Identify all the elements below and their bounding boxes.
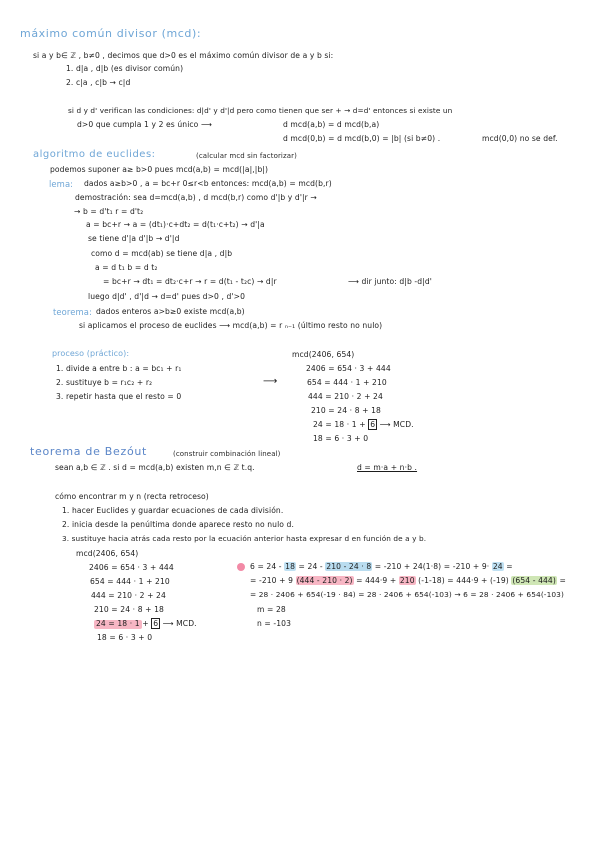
bezout-note: (construir combinación lineal) [173, 450, 281, 458]
proceso-title: proceso (práctico): [52, 349, 130, 358]
proof-line-7: luego d|d' , d'|d → d=d' pues d>0 , d'>0 [88, 292, 246, 301]
bezout-step-2: 2. inicia desde la penúltima donde aparece resto no nulo d. [62, 520, 294, 529]
bezout-row-1: 2406 = 654 · 3 + 444 [89, 563, 174, 572]
mcd-property-2: d mcd(0,b) = d mcd(b,0) = |b| (si b≠0) . [283, 134, 441, 143]
proceso-row-2: 654 = 444 · 1 + 210 [307, 378, 387, 387]
proof-line-3: se tiene d'|a d'|b → d'|d [88, 234, 180, 243]
bezout-equation: d = m·a + n·b . [357, 463, 418, 472]
proceso-row-4: 210 = 24 · 8 + 18 [311, 406, 381, 415]
section-title-bezout: teorema de Bezóut [30, 445, 148, 458]
mcd-condition-2: 2. c|a , c|b → c|d [66, 78, 131, 87]
mcd-uniqueness-line1: si d y d' verifican las condiciones: d|d' y d'|d pero como tienen que ser + → d=d' entonces si existe un [68, 106, 453, 115]
proceso-row-3: 444 = 210 · 2 + 24 [308, 392, 383, 401]
proceso-arrow: ⟶ [263, 376, 278, 387]
proceso-step-1: 1. divide a entre b : a = bc₁ + r₁ [56, 364, 182, 373]
bezout-row-4: 210 = 24 · 8 + 18 [94, 605, 164, 614]
mcd-property-1: d mcd(a,b) = d mcd(b,a) [283, 120, 380, 129]
lema-label: lema: [49, 179, 74, 189]
proceso-step-3: 3. repetir hasta que el resto = 0 [56, 392, 182, 401]
proof-line-2: a = bc+r → a = (dt₁)·c+dt₂ = d(t₁·c+t₂) → d'|a [86, 220, 265, 229]
section-title-euclides: algoritmo de euclides: [33, 149, 156, 160]
proceso-example-title: mcd(2406, 654) [292, 350, 355, 359]
bezout-row-5: 24 = 18 · 1 + 6 ⟶ MCD. [96, 619, 197, 628]
bezout-step-3: 3. sustituye hacia atrás cada resto por la ecuación anterior hasta expresar d en función de a y b. [62, 534, 427, 543]
bezout-row-2: 654 = 444 · 1 + 210 [90, 577, 170, 586]
bezout-row-6: 18 = 6 · 3 + 0 [97, 633, 153, 642]
teorema-label: teorema: [53, 307, 92, 317]
proceso-row-1: 2406 = 654 · 3 + 444 [306, 364, 391, 373]
bezout-n-value: n = -103 [257, 619, 292, 628]
mcd-uniqueness-line2: d>0 que cumpla 1 y 2 es único ⟶ [77, 120, 212, 129]
mcd-property-3: mcd(0,0) no se def. [482, 134, 558, 143]
proof-line-1: → b = d't₁ r = d't₂ [74, 207, 144, 216]
euclides-assumption: podemos suponer a≥ b>0 pues mcd(a,b) = mcd(|a|,|b|) [50, 165, 269, 174]
teorema-conclusion: si aplicamos el proceso de euclides ⟶ mcd(a,b) = r ₙ₋₁ (último resto no nulo) [79, 321, 383, 330]
proof-line-5: a = d t₁ b = d t₂ [95, 263, 158, 272]
mcd-definition: si a y b∈ ℤ , b≠0 , decimos que d>0 es el máximo común divisor de a y b si: [33, 51, 334, 60]
section-title-mcd: máximo común divisor (mcd): [20, 27, 202, 40]
proceso-row-5: 24 = 18 · 1 + 6 ⟶ MCD. [313, 420, 414, 429]
proceso-row-6: 18 = 6 · 3 + 0 [313, 434, 369, 443]
bezout-m-value: m = 28 [257, 605, 286, 614]
proof-line-6: = bc+r → dt₁ = dt₂·c+r → r = d(t₁ - t₂c) → d|r [103, 277, 277, 286]
bezout-example-title: mcd(2406, 654) [76, 549, 139, 558]
backsub-line-1: 6 = 24 - 18 = 24 - 210 - 24 · 8 = -210 + 24(1·8) = -210 + 9· 24 = [250, 562, 513, 571]
bezout-how-title: cómo encontrar m y n (recta retroceso) [55, 492, 209, 501]
lema-text: dados a≥b>0 , a = bc+r 0≤r<b entonces: mcd(a,b) = mcd(b,r) [84, 179, 332, 188]
mcd-condition-1: 1. d|a , d|b (es divisor común) [66, 64, 184, 73]
bezout-mcd-box: 6 [153, 619, 159, 628]
proceso-mcd-box: 6 [370, 420, 376, 429]
euclides-note: (calcular mcd sin factorizar) [196, 152, 297, 160]
backsub-line-2: = -210 + 9 (444 - 210 · 2) = 444·9 + 210 (-1-18) = 444·9 + (-19) (654 - 444) = [250, 576, 566, 585]
proceso-step-2: 2. sustituye b = r₁c₂ + r₂ [56, 378, 153, 387]
teorema-text: dados enteros a>b≥0 existe mcd(a,b) [96, 307, 245, 316]
proof-line-6-conclusion: ⟶ dir junto: d|b -d|d' [348, 277, 432, 286]
demostracion-line: demostración: sea d=mcd(a,b) , d mcd(b,r) como d'|b y d'|r → [75, 193, 317, 202]
bezout-statement: sean a,b ∈ ℤ . si d = mcd(a,b) existen m,n ∈ ℤ t.q. [55, 463, 255, 472]
proof-line-4: como d = mcd(ab) se tiene d|a , d|b [91, 249, 233, 258]
bezout-row-3: 444 = 210 · 2 + 24 [91, 591, 166, 600]
pink-bullet-icon [237, 563, 245, 571]
backsub-line-3: = 28 · 2406 + 654(-19 · 84) = 28 · 2406 + 654(-103) → 6 = 28 · 2406 + 654(-103) [250, 590, 564, 599]
bezout-step-1: 1. hacer Euclides y guardar ecuaciones de cada división. [62, 506, 284, 515]
